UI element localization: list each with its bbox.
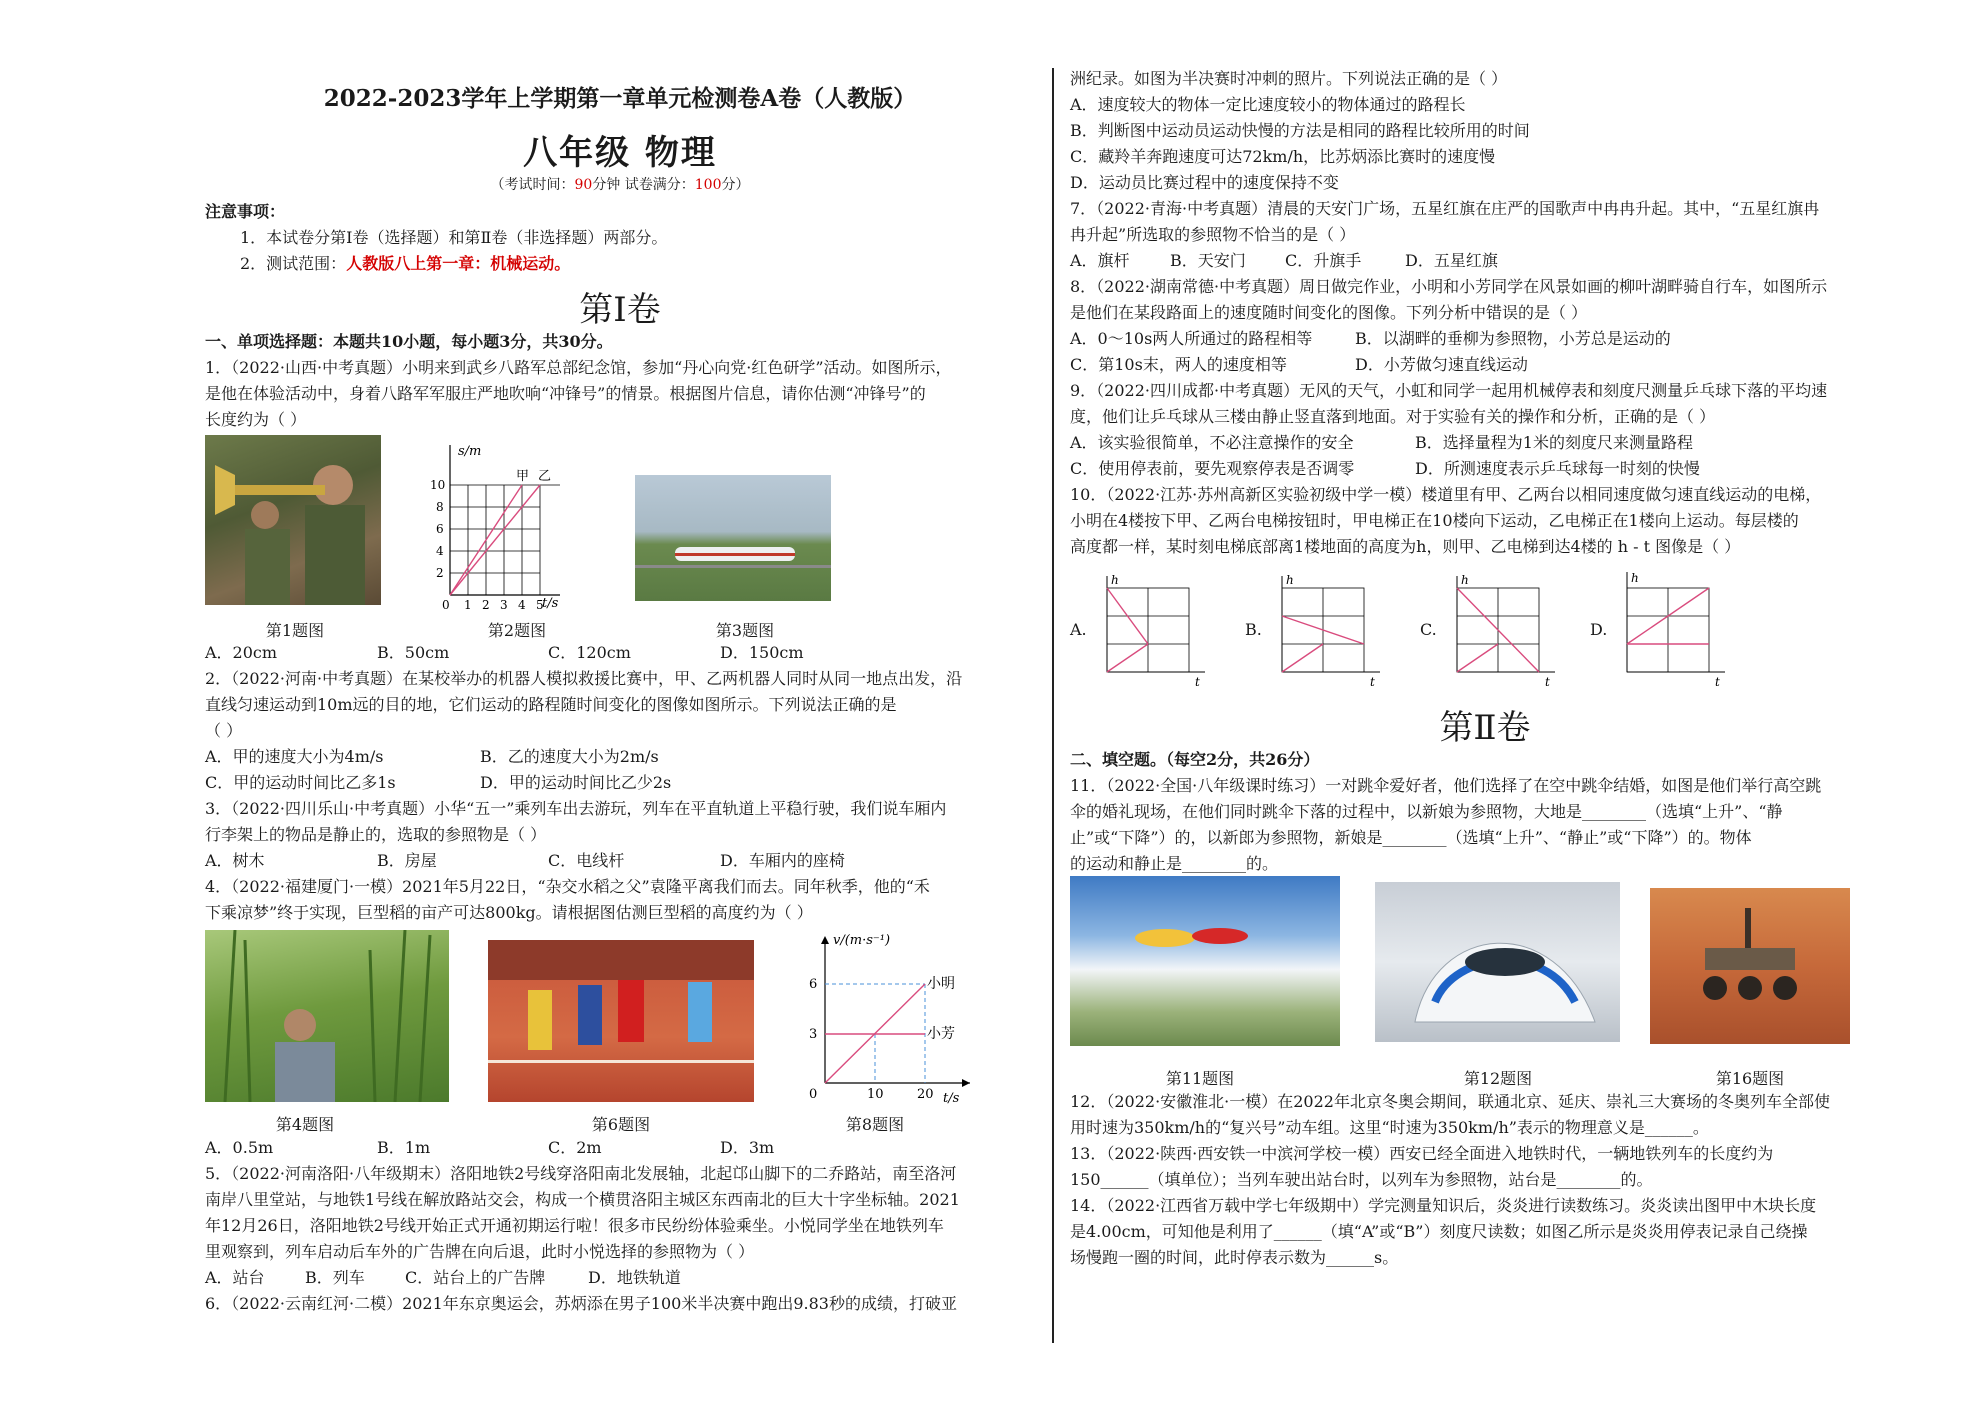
q5-line-1: 5．（2022·河南洛阳·八年级期末）洛阳地铁2号线穿洛阳南北发展轴，北起邙山脚下的二乔路站，南至洛河 — [205, 1164, 957, 1183]
q10-line-1: 10．（2022·江苏·苏州高新区实验初级中学一模）楼道里有甲、乙两台以相同速度做匀速直线运动的电梯， — [1070, 485, 1822, 504]
q1-option-a: A．20cm — [205, 643, 278, 662]
q5-line-3: 年12月26日，洛阳地铁2号线开始正式开通初期运行啦！很多市民纷纷体验乘坐。小悦同学坐在地铁列车 — [205, 1216, 944, 1235]
q8-option-a: A．0～10s两人所通过的路程相等 — [1070, 329, 1313, 348]
q11-line-2: 伞的婚礼现场，在他们同时跳伞下落的过程中，以新娘为参照物，大地是________（选填“上升”、“静 — [1070, 802, 1783, 821]
q2-xtick: 0 — [442, 598, 450, 610]
q10-t-label: t — [1715, 675, 1720, 688]
q11-figure-caption: 第11题图 — [1165, 1069, 1235, 1088]
skydivers-illustration — [1070, 876, 1340, 1046]
q13-line-1: 13．（2022·陕西·西安铁一中滨河学校一模）西安已经全面进入地铁时代，一辆地铁列车的长度约为 — [1070, 1144, 1774, 1163]
q4-line-2: 下乘凉梦”终于实现，巨型稻的亩产可达800kg。请根据图估测巨型稻的高度约为（ ） — [205, 903, 813, 922]
q10-option-b-graph — [1270, 572, 1385, 687]
volume-1-title: 第Ⅰ卷 — [579, 290, 661, 330]
q14-line-1: 14．（2022·江西省万载中学七年级期中）学完测量知识后，炎炎进行读数练习。炎炎读出图甲中木块长度 — [1070, 1196, 1817, 1215]
section-1-heading: 一、单项选择题：本题共10小题，每小题3分，共30分。 — [205, 332, 613, 351]
q2-xtick: 5 — [536, 598, 544, 610]
q1-option-d: D．150cm — [720, 643, 804, 662]
q10-h-label: h — [1286, 573, 1294, 587]
q10-t-label: t — [1195, 675, 1200, 687]
q7-line-2: 冉升起”所选取的参照物不恰当的是（ ） — [1070, 225, 1356, 244]
q12-line-2: 用时速为350km/h的“复兴号”动车组。这里“时速为350km/h”表示的物理意义是______。 — [1070, 1118, 1709, 1137]
q2-ytick: 6 — [436, 522, 444, 536]
q8-line-1: 8．（2022·湖南常德·中考真题）周日做完作业，小明和小芳同学在风景如画的柳叶湖畔骑自行车，如图所示 — [1070, 277, 1828, 296]
q10-line-3: 高度都一样，某时刻电梯底部离1楼地面的高度为h，则甲、乙电梯到达4楼的 h - t 图像是（ ） — [1070, 537, 1741, 556]
rover-illustration — [1650, 888, 1850, 1044]
q9-option-d: D．所测速度表示乒乓球每一时刻的快慢 — [1415, 459, 1700, 478]
q11-line-4: 的运动和静止是________的。 — [1070, 854, 1279, 873]
q8-xlabel: t/s — [943, 1091, 960, 1106]
notes-item-1: 1．本试卷分第Ⅰ卷（选择题）和第Ⅱ卷（非选择题）两部分。 — [240, 228, 668, 247]
q8-xtick: 10 — [867, 1087, 884, 1102]
q10-option-c-label: C. — [1420, 620, 1437, 639]
q2-line-3: （ ） — [205, 721, 243, 740]
train-illustration — [635, 475, 831, 601]
exam-subtitle: 八年级 物理 — [523, 133, 717, 173]
q11-line-3: 止”或“下降”）的，以新郎为参照物，新娘是________（选填“上升”、“静止”或“下降”）的。物体 — [1070, 828, 1752, 847]
section-2-heading: 二、填空题。（每空2分，共26分） — [1070, 750, 1320, 769]
q8-option-c: C．第10s末，两人的速度相等 — [1070, 355, 1287, 374]
q10-h-label: h — [1111, 573, 1119, 587]
q1-option-c: C．120cm — [548, 643, 631, 662]
q10-h-label: h — [1461, 573, 1469, 587]
q4-figure-caption: 第4题图 — [275, 1115, 335, 1134]
q8-xtick: 0 — [809, 1087, 818, 1102]
q6-figure-caption: 第6题图 — [591, 1115, 651, 1134]
bullet-train-illustration — [1375, 882, 1620, 1042]
q5-line-4: 里观察到，列车启动后车外的广告牌在向后退，此时小悦选择的参照物为（ ） — [205, 1242, 755, 1261]
q10-option-a-graph — [1095, 572, 1210, 687]
q8-ylabel: v/(m·s⁻¹) — [833, 933, 891, 948]
q6-line-1: 6．（2022·云南红河·二模）2021年东京奥运会，苏炳添在男子100米半决赛中跑出9.83秒的成绩，打破亚 — [205, 1294, 957, 1313]
bugler-illustration — [205, 435, 381, 605]
q5-option-a: A．站台 — [205, 1268, 265, 1287]
q4-rice-photo — [205, 930, 449, 1102]
full-score: 100 — [694, 177, 722, 193]
q2-ylabel: s/m — [458, 444, 482, 459]
q2-ytick: 10 — [430, 478, 446, 492]
exam-time: 90 — [574, 177, 593, 193]
q2-line-2: 直线匀速运动到10m远的目的地，它们运动的路程随时间变化的图像如图所示。下列说法正确的是 — [205, 695, 897, 714]
q4-option-c: C．2m — [548, 1138, 602, 1157]
q6-option-c: C．藏羚羊奔跑速度可达72km/h，比苏炳添比赛时的速度慢 — [1070, 147, 1496, 166]
q8-ytick: 3 — [809, 1027, 818, 1042]
exam-info: （考试时间：90分钟 试卷满分：100分） — [490, 177, 750, 193]
q5-line-2: 南岸八里堂站，与地铁1号线在解放路站交会，构成一个横贯洛阳主城区东西南北的巨大十字坐标轴。2021 — [205, 1190, 960, 1209]
column-divider — [1052, 68, 1054, 1343]
q16-rover-photo — [1650, 888, 1850, 1044]
q2-figure-caption: 第2题图 — [487, 621, 547, 640]
q3-train-photo — [635, 475, 831, 601]
q14-line-2: 是4.00cm，可知他是利用了______（填“A”或“B”）刻度尺读数；如图乙所示是炎炎用停表记录自己绕操 — [1070, 1222, 1808, 1241]
q9-line-1: 9．（2022·四川成都·中考真题）无风的天气，小虹和同学一起用机械停表和刻度尺测量乒乓球下落的平均速 — [1070, 381, 1828, 400]
q3-option-b: B．房屋 — [377, 851, 437, 870]
q2-xtick: 1 — [464, 598, 472, 610]
q2-option-b: B．乙的速度大小为2m/s — [480, 747, 659, 766]
q4-option-b: B．1m — [377, 1138, 431, 1157]
q3-line-1: 3．（2022·四川乐山·中考真题）小华“五一”乘列车出去游玩，列车在平直轨道上平稳行驶，我们说车厢内 — [205, 799, 947, 818]
q3-figure-caption: 第3题图 — [715, 621, 775, 640]
q12-bullet-train-photo — [1375, 882, 1620, 1042]
q8-option-b: B．以湖畔的垂柳为参照物，小芳总是运动的 — [1355, 329, 1671, 348]
q2-ytick: 4 — [436, 544, 444, 558]
notes-item-2: 2．测试范围：人教版八上第一章：机械运动。 — [240, 254, 571, 273]
q11-skydiving-photo — [1070, 876, 1340, 1046]
q10-line-2: 小明在4楼按下甲、乙两台电梯按钮时，甲电梯正在10楼向下运动，乙电梯正在1楼向上运动。每层楼的 — [1070, 511, 1799, 530]
q8-line-2: 是他们在某段路面上的速度随时间变化的图像。下列分析中错误的是（ ） — [1070, 303, 1588, 322]
q3-option-d: D．车厢内的座椅 — [720, 851, 845, 870]
volume-2-title: 第Ⅱ卷 — [1439, 708, 1531, 748]
q7-option-d: D．五星红旗 — [1405, 251, 1498, 270]
q14-line-3: 场慢跑一圈的时间，此时停表示数为______s。 — [1070, 1248, 1399, 1267]
q12-figure-caption: 第12题图 — [1463, 1069, 1533, 1088]
q13-line-2: 150______（填单位）；当列车驶出站台时，以列车为参照物，站台是________的。 — [1070, 1170, 1653, 1189]
q7-option-b: B．天安门 — [1170, 251, 1246, 270]
q2-option-d: D．甲的运动时间比乙少2s — [480, 773, 672, 792]
q1-figure-caption: 第1题图 — [265, 621, 325, 640]
q10-option-a-label: A. — [1070, 620, 1087, 639]
q2-jia-label: 甲 — [516, 469, 530, 484]
q1-option-b: B．50cm — [377, 643, 450, 662]
q2-option-a: A．甲的速度大小为4m/s — [205, 747, 384, 766]
q16-figure-caption: 第16题图 — [1715, 1069, 1785, 1088]
q5-option-c: C．站台上的广告牌 — [405, 1268, 546, 1287]
q5-option-b: B．列车 — [305, 1268, 365, 1287]
exam-title: 2022-2023学年上学期第一章单元检测卷A卷（人教版） — [323, 85, 917, 112]
q7-line-1: 7．（2022·青海·中考真题）清晨的天安门广场，五星红旗在庄严的国歌声中冉冉升起。其中，“五星红旗冉 — [1070, 199, 1820, 218]
q8-graph — [785, 928, 985, 1108]
q8-xiaoming-label: 小明 — [927, 976, 955, 992]
q3-option-a: A．树木 — [205, 851, 265, 870]
q2-xtick: 3 — [500, 598, 508, 610]
q4-option-d: D．3m — [720, 1138, 775, 1157]
q6-option-b: B．判断图中运动员运动快慢的方法是相同的路程比较所用的时间 — [1070, 121, 1530, 140]
q7-option-c: C．升旗手 — [1285, 251, 1362, 270]
q9-line-2: 度，他们让乒乓球从三楼由静止竖直落到地面。对于实验有关的操作和分析，正确的是（ ） — [1070, 407, 1716, 426]
q4-line-1: 4．（2022·福建厦门·一模）2021年5月22日，“杂交水稻之父”袁隆平离我们而去。同年秋季，他的“禾 — [205, 877, 930, 896]
q9-option-b: B．选择量程为1米的刻度尺来测量路程 — [1415, 433, 1693, 452]
q7-option-a: A．旗杆 — [1070, 251, 1130, 270]
q6-sprint-photo — [488, 940, 754, 1102]
q11-line-1: 11．（2022·全国·八年级课时练习）一对跳伞爱好者，他们选择了在空中跳伞结婚，如图是他们举行高空跳 — [1070, 776, 1822, 795]
q12-line-1: 12．（2022·安徽淮北·一模）在2022年北京冬奥会期间，联通北京、延庆、崇礼三大赛场的冬奥列车全部使 — [1070, 1092, 1830, 1111]
q5-option-d: D．地铁轨道 — [588, 1268, 681, 1287]
q2-xtick: 2 — [482, 598, 490, 610]
q2-yi-label: 乙 — [538, 469, 552, 484]
q10-option-d-label: D. — [1590, 620, 1608, 639]
sprinters-illustration — [488, 940, 754, 1102]
q2-ytick: 2 — [436, 566, 444, 580]
q6-option-d: D．运动员比赛过程中的速度保持不变 — [1070, 173, 1339, 192]
q6-line-2: 洲纪录。如图为半决赛时冲刺的照片。下列说法正确的是（ ） — [1070, 69, 1508, 88]
q8-xtick: 20 — [917, 1087, 934, 1102]
q10-option-d-graph — [1615, 568, 1730, 688]
q8-ytick: 6 — [809, 977, 818, 992]
q10-t-label: t — [1545, 675, 1550, 687]
q1-line-2: 是他在体验活动中，身着八路军军服庄严地吹响“冲锋号”的情景。根据图片信息，请你估测“冲锋号”的 — [205, 384, 926, 403]
q1-line-3: 长度约为（ ） — [205, 410, 307, 429]
q2-xlabel: t/s — [542, 596, 559, 610]
q9-option-a: A．该实验很简单，不必注意操作的安全 — [1070, 433, 1354, 452]
q10-t-label: t — [1370, 675, 1375, 687]
q3-option-c: C．电线杆 — [548, 851, 625, 870]
q3-line-2: 行李架上的物品是静止的，选取的参照物是（ ） — [205, 825, 547, 844]
q2-xtick: 4 — [518, 598, 526, 610]
q8-xiaofang-label: 小芳 — [927, 1026, 955, 1042]
q1-line-1: 1．（2022·山西·中考真题）小明来到武乡八路军总部纪念馆，参加“丹心向党·红色研学”活动。如图所示， — [205, 358, 952, 377]
q1-bugle-photo — [205, 435, 381, 605]
q9-option-c: C．使用停表前，要先观察停表是否调零 — [1070, 459, 1355, 478]
q8-figure-caption: 第8题图 — [845, 1115, 905, 1134]
q8-option-d: D．小芳做匀速直线运动 — [1355, 355, 1528, 374]
q10-h-label: h — [1631, 571, 1639, 585]
q6-option-a: A．速度较大的物体一定比速度较小的物体通过的路程长 — [1070, 95, 1466, 114]
notes-heading: 注意事项： — [205, 202, 286, 221]
rice-field-illustration — [205, 930, 449, 1102]
q2-graph — [420, 435, 570, 610]
q10-option-c-graph — [1445, 572, 1560, 687]
q2-ytick: 8 — [436, 500, 444, 514]
q4-option-a: A．0.5m — [205, 1138, 274, 1157]
q2-option-c: C．甲的运动时间比乙多1s — [205, 773, 396, 792]
q10-option-b-label: B. — [1245, 620, 1262, 639]
q2-line-1: 2．（2022·河南·中考真题）在某校举办的机器人模拟救援比赛中，甲、乙两机器人同时从同一地点出发，沿 — [205, 669, 963, 688]
